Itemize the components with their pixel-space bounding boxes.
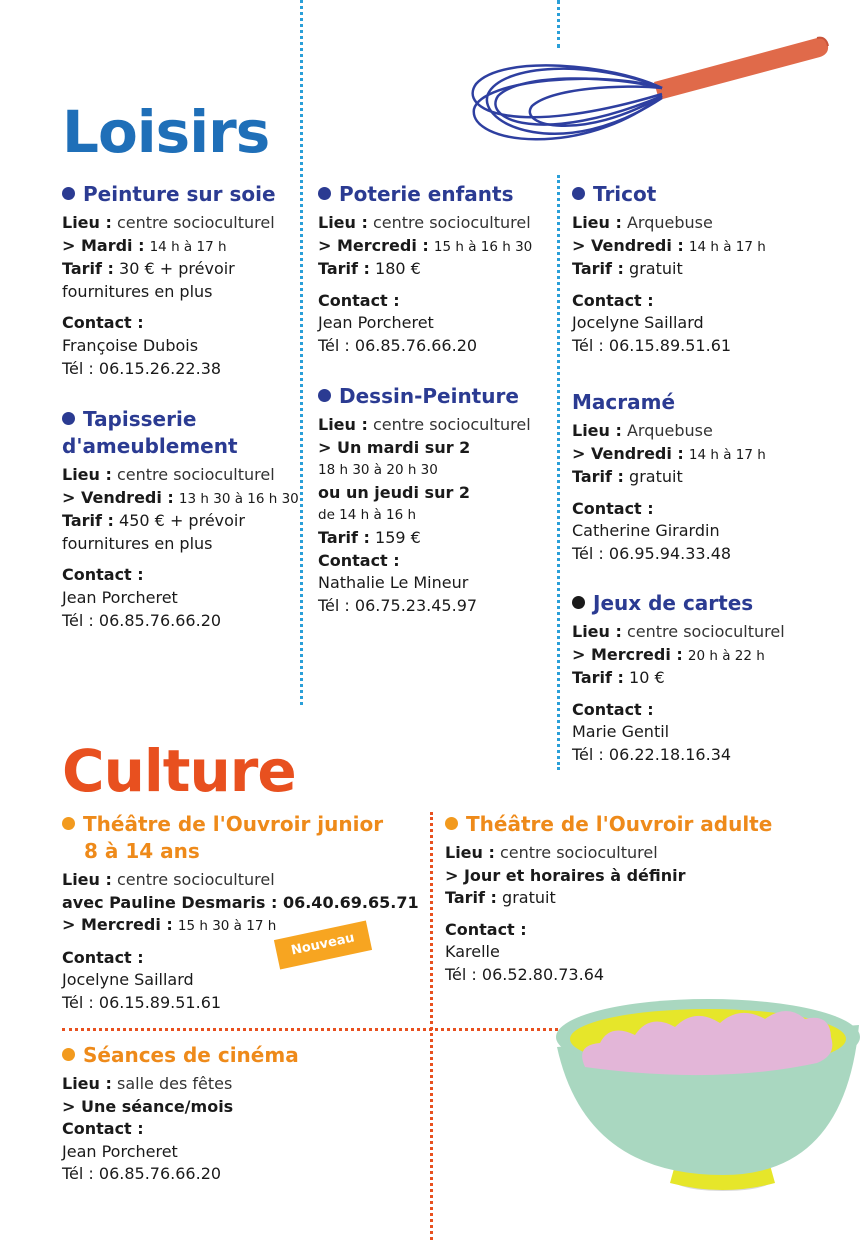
contact-tel: Tél : 06.75.23.45.97	[318, 595, 478, 615]
tarif-label: Tarif :	[62, 511, 114, 531]
tarif-label: Tarif :	[572, 668, 624, 688]
day-label: > Vendredi :	[572, 443, 684, 463]
day-hours: 20 h à 22 h	[687, 647, 765, 664]
tarif-value: 10 €	[629, 668, 665, 688]
divider-culture-vertical	[430, 812, 433, 1240]
activity-title: Jeux de cartes	[572, 590, 785, 617]
day-hours: 14 h à 17 h	[688, 446, 766, 463]
schedule-line: de 14 h à 16 h	[318, 507, 417, 524]
bowl-icon	[555, 985, 861, 1200]
activity-title-line2: d'ameublement	[62, 434, 238, 458]
day-label: > Mercredi :	[62, 915, 173, 935]
contact-tel: Tél : 06.85.76.66.20	[62, 1164, 222, 1184]
activity-age: 8 à 14 ans	[84, 839, 200, 863]
divider-col1-col2	[300, 0, 303, 705]
lieu-label: Lieu :	[62, 1074, 112, 1093]
day-label: > Mardi :	[62, 235, 145, 255]
activity-tricot	[572, 181, 766, 358]
lieu-label: Lieu :	[62, 465, 112, 484]
lieu-value: salle des fêtes	[116, 1074, 233, 1093]
contact-label: Contact :	[572, 699, 654, 719]
activity-title: Tricot	[572, 181, 766, 208]
lieu-value: Arquebuse	[626, 213, 713, 232]
lieu-label: Lieu :	[572, 622, 622, 641]
tarif-label: Tarif :	[572, 467, 624, 487]
contact-tel: Tél : 06.85.76.66.20	[318, 335, 478, 355]
contact-name: Marie Gentil	[572, 722, 670, 742]
lieu-label: Lieu :	[572, 213, 622, 232]
bullet-icon	[318, 389, 331, 402]
lieu-label: Lieu :	[318, 213, 368, 232]
bullet-icon	[572, 596, 585, 609]
tarif-label: Tarif :	[572, 259, 624, 279]
activity-dessin-peinture	[318, 383, 531, 617]
tarif-extra: fournitures en plus	[62, 281, 213, 301]
contact-tel: Tél : 06.15.89.51.61	[62, 992, 222, 1012]
contact-label: Contact :	[445, 919, 527, 939]
lieu-label: Lieu :	[445, 843, 495, 862]
bullet-icon	[572, 187, 585, 200]
lieu-value: centre socioculturel	[116, 870, 275, 889]
tarif-value: 450 € + prévoir	[119, 511, 245, 531]
day-hours: 15 h à 16 h 30	[433, 238, 533, 255]
contact-label: Contact :	[62, 313, 144, 333]
activity-poterie-enfants	[318, 181, 532, 358]
lieu-label: Lieu :	[572, 421, 622, 440]
day-label: > Mercredi :	[318, 235, 429, 255]
schedule-line: > Un mardi sur 2	[318, 437, 471, 457]
contact-tel: Tél : 06.95.94.33.48	[572, 543, 732, 563]
activity-jeux-de-cartes	[572, 590, 785, 767]
activity-title: Séances de cinéma	[62, 1042, 299, 1069]
tarif-value: gratuit	[629, 259, 683, 279]
contact-label: Contact :	[318, 550, 400, 570]
activity-macrame	[572, 389, 766, 566]
contact-name: Jean Porcheret	[318, 313, 434, 333]
schedule-line: 18 h 30 à 20 h 30	[318, 462, 438, 479]
lieu-label: Lieu :	[62, 870, 112, 889]
lieu-value: Arquebuse	[626, 421, 713, 440]
schedule-line: > Une séance/mois	[62, 1096, 234, 1116]
day-hours: 14 h à 17 h	[149, 238, 227, 255]
activity-title: Tapisserie	[62, 406, 299, 433]
activity-title: Macramé	[572, 390, 676, 414]
tarif-value: 159 €	[375, 527, 421, 547]
section-title-culture: Culture	[62, 737, 296, 805]
contact-label: Contact :	[572, 290, 654, 310]
bullet-icon	[445, 817, 458, 830]
contact-label: Contact :	[572, 498, 654, 518]
tarif-label: Tarif :	[62, 259, 114, 279]
contact-tel: Tél : 06.15.89.51.61	[572, 335, 732, 355]
tarif-label: Tarif :	[318, 527, 370, 547]
day-label: > Mercredi :	[572, 644, 683, 664]
activity-title: Dessin-Peinture	[318, 383, 531, 410]
contact-name: Jean Porcheret	[62, 1141, 178, 1161]
contact-name: Françoise Dubois	[62, 335, 199, 355]
contact-tel: Tél : 06.85.76.66.20	[62, 610, 222, 630]
bullet-icon	[62, 817, 75, 830]
activity-title: Théâtre de l'Ouvroir junior	[62, 811, 419, 838]
activity-seances-cinema	[62, 1042, 299, 1186]
schedule-line: ou un jeudi sur 2	[318, 482, 471, 502]
activity-title: Peinture sur soie	[62, 181, 276, 208]
tarif-label: Tarif :	[318, 259, 370, 279]
lieu-label: Lieu :	[318, 415, 368, 434]
divider-col2-col3	[557, 175, 560, 770]
lieu-value: centre socioculturel	[626, 622, 785, 641]
contact-name: Jocelyne Saillard	[572, 313, 704, 333]
bullet-icon	[318, 187, 331, 200]
contact-name: Karelle	[445, 942, 500, 962]
tarif-value: gratuit	[629, 467, 683, 487]
contact-tel: Tél : 06.22.18.16.34	[572, 744, 732, 764]
contact-name: Nathalie Le Mineur	[318, 573, 469, 593]
section-title-loisirs: Loisirs	[62, 98, 270, 166]
day-label: > Vendredi :	[62, 487, 174, 507]
whisk-icon	[462, 24, 832, 174]
bullet-icon	[62, 412, 75, 425]
contact-tel: Tél : 06.15.26.22.38	[62, 358, 222, 378]
lieu-value: centre socioculturel	[116, 465, 275, 484]
lieu-value: centre socioculturel	[116, 213, 275, 232]
activity-tapisserie	[62, 406, 299, 632]
teacher-line: avec Pauline Desmaris : 06.40.69.65.71	[62, 892, 419, 912]
day-hours: 13 h 30 à 16 h 30	[178, 490, 299, 507]
tarif-label: Tarif :	[445, 888, 497, 908]
tarif-value: 180 €	[375, 259, 421, 279]
day-hours: 14 h à 17 h	[688, 238, 766, 255]
tarif-value: 30 € + prévoir	[119, 259, 235, 279]
activity-title: Poterie enfants	[318, 181, 532, 208]
bullet-icon	[62, 187, 75, 200]
contact-tel: Tél : 06.52.80.73.64	[445, 964, 605, 984]
tarif-extra: fournitures en plus	[62, 533, 213, 553]
day-hours: 15 h 30 à 17 h	[177, 918, 277, 935]
contact-label: Contact :	[62, 565, 144, 585]
tarif-value: gratuit	[502, 888, 556, 908]
day-label: > Vendredi :	[572, 235, 684, 255]
new-badge: Nouveau	[274, 921, 372, 970]
lieu-value: centre socioculturel	[372, 415, 531, 434]
lieu-label: Lieu :	[62, 213, 112, 232]
activity-theatre-junior	[62, 811, 419, 1015]
activity-title: Théâtre de l'Ouvroir adulte	[445, 811, 772, 838]
contact-label: Contact :	[62, 947, 144, 967]
contact-label: Contact :	[318, 290, 400, 310]
contact-name: Jocelyne Saillard	[62, 970, 194, 990]
bullet-icon	[62, 1048, 75, 1061]
schedule-line: > Jour et horaires à définir	[445, 865, 686, 885]
divider-culture-horizontal	[62, 1028, 582, 1031]
lieu-value: centre socioculturel	[372, 213, 531, 232]
contact-name: Jean Porcheret	[62, 587, 178, 607]
contact-label: Contact :	[62, 1119, 144, 1139]
activity-peinture-sur-soie	[62, 181, 276, 380]
activity-theatre-adulte	[445, 811, 772, 987]
contact-name: Catherine Girardin	[572, 521, 720, 541]
lieu-value: centre socioculturel	[499, 843, 658, 862]
